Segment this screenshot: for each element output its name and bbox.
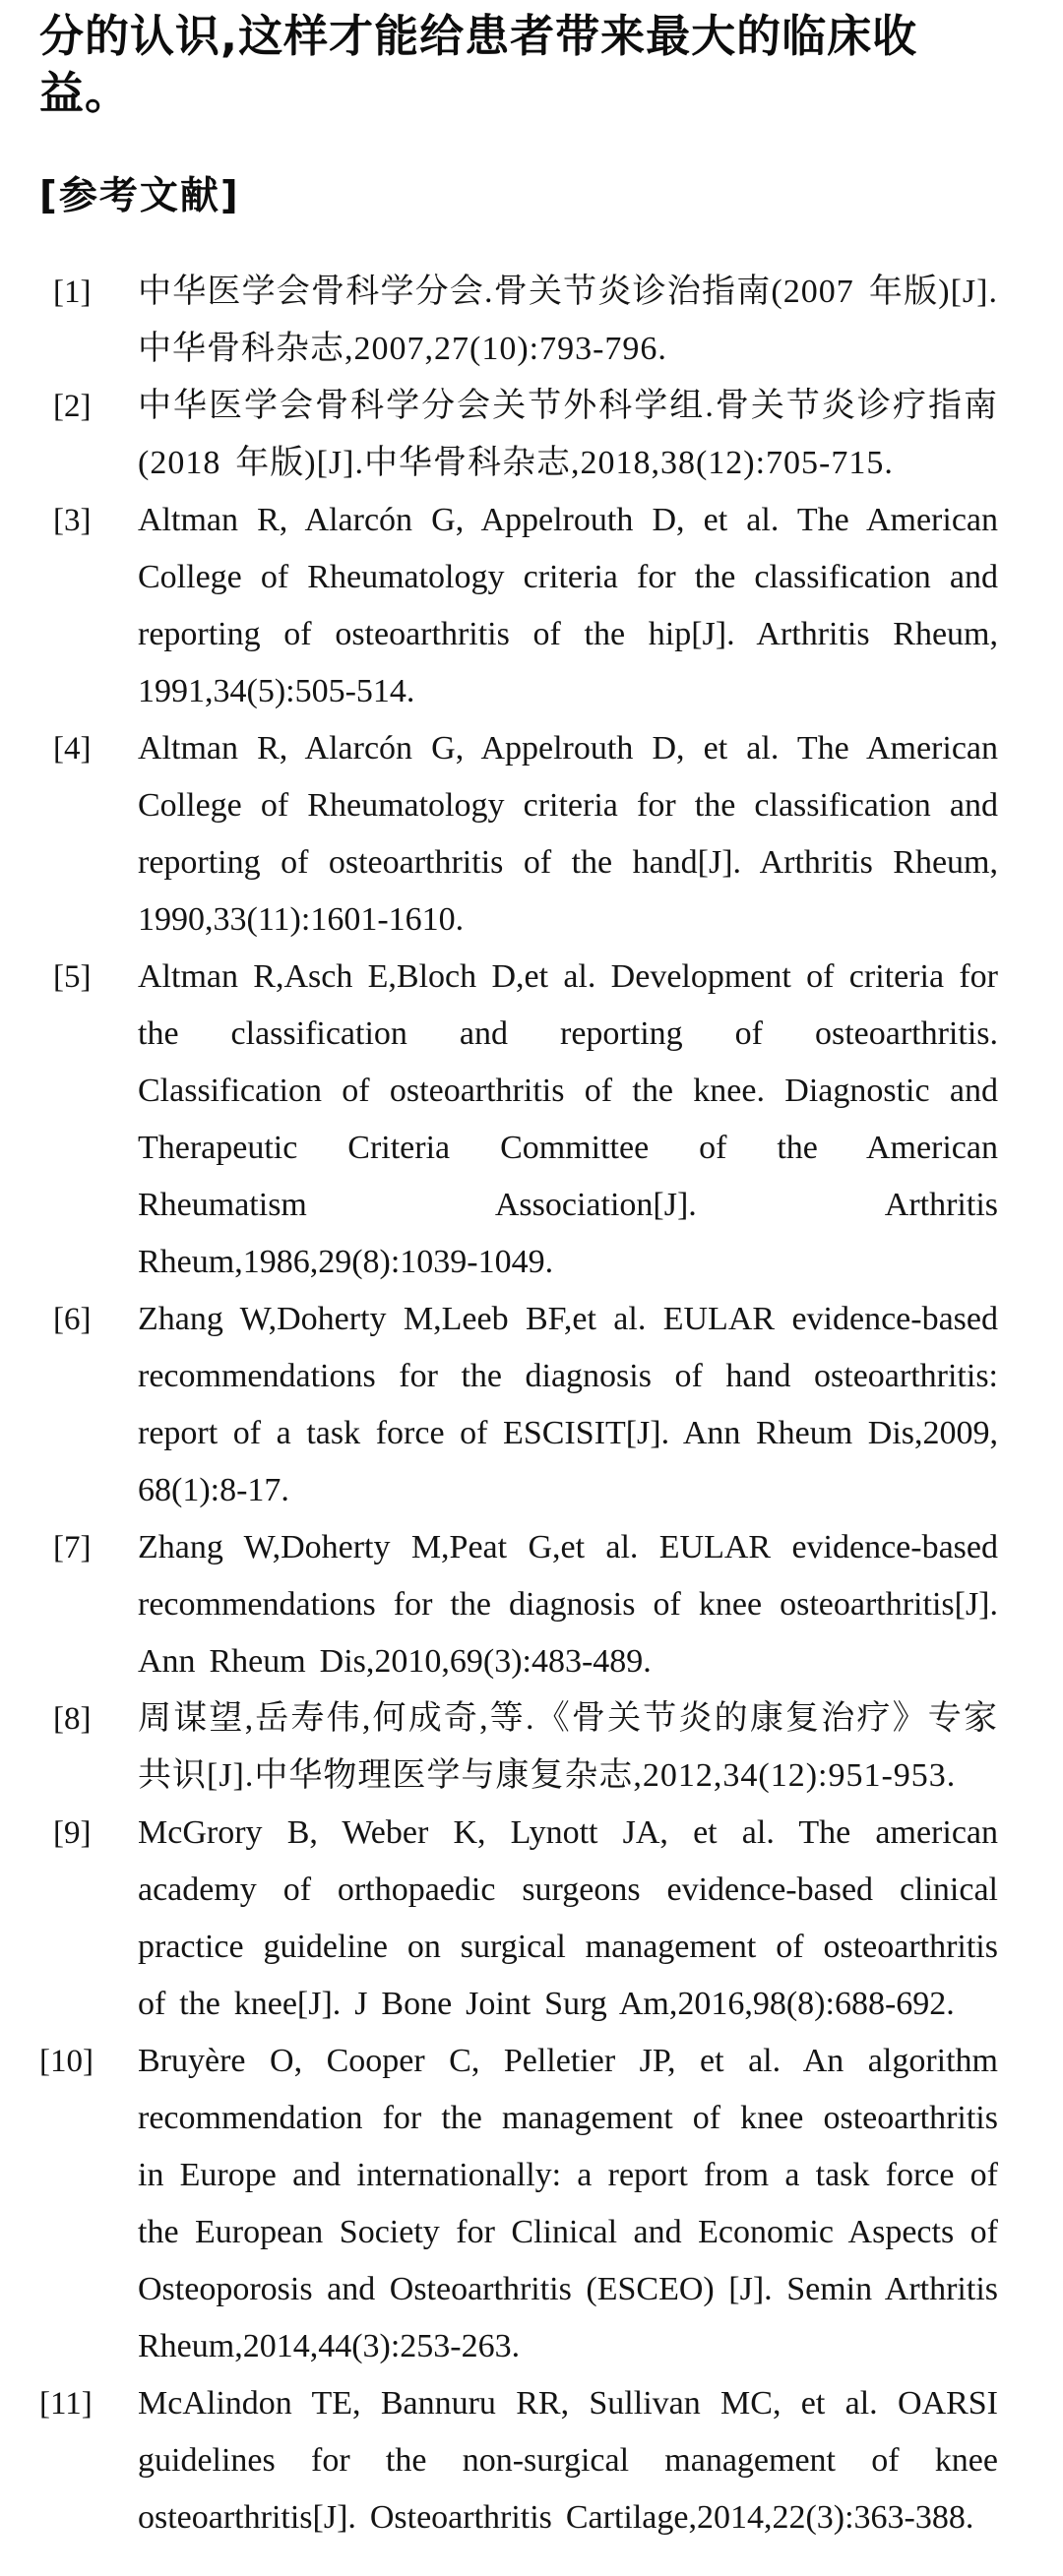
reference-number: [7] [53,1530,92,1565]
reference-number: [1] [53,275,92,310]
reference-item [39,720,998,949]
reference-number: [2] [53,389,92,424]
reference-number: [8] [53,1701,92,1737]
reference-item [39,1805,998,2033]
references-heading: [参考文献] [39,174,240,218]
reference-number: [11] [39,2386,93,2422]
reference-text: McGrory B, Weber K, Lynott JA, et al. The american academy of orthopaedic surgeons evidence-based clinical practice guideline on surgical management of osteoarthritis of the knee[J]. J Bone Joint Surg Am,2016,98(8):688-692. [138,1814,998,2022]
intro-paragraph: 分的认识,这样才能给患者带来最大的临床收益。 [39,10,918,119]
reference-text: Bruyère O, Cooper C, Pelletier JP, et al. An algorithm recommendation for the management of knee osteoarthritis in Europe and internationally: a report from a task force of the European Society for Clinical and Economic Aspects of Osteoporosis and Osteoarthritis (ESCEO) [J]. Semin Arthritis Rheum,2014,44(3):253-263. [138,2043,998,2364]
reference-text: Altman R,Asch E,Bloch D,et al. Development of criteria for the classification and reporting of osteoarthritis. Classification of osteoarthritis of the knee. Diagnostic and Therapeutic Criteria Committee of the American Rheumatism Association[J]. Arthritis Rheum,1986,29(8):1039-1049. [138,958,998,1280]
reference-item [39,1291,998,1519]
reference-number: [4] [53,731,92,767]
reference-number: [9] [53,1815,92,1851]
reference-number: [10] [39,2044,94,2079]
reference-text: 周谋望,岳寿伟,何成奇,等.《骨关节炎的康复治疗》专家共识[J].中华物理医学与康复杂志,2012,34(12):951-953. [138,1700,998,1794]
reference-text: Zhang W,Doherty M,Peat G,et al. EULAR evidence-based recommendations for the diagnosis of knee osteoarthritis[J]. Ann Rheum Dis,2010,69(3):483-489. [138,1529,998,1680]
reference-item [39,492,998,720]
reference-text: 中华医学会骨科学分会关节外科学组.骨关节炎诊疗指南(2018 年版)[J].中华骨科杂志,2018,38(12):705-715. [138,388,998,481]
reference-item [39,1519,998,1690]
reference-text: Zhang W,Doherty M,Leeb BF,et al. EULAR evidence-based recommendations for the diagnosis of hand osteoarthritis: report of a task force of ESCISIT[J]. Ann Rheum Dis,2009, 68(1):8-17. [138,1301,998,1508]
reference-item [39,264,998,378]
reference-item [39,1690,998,1805]
reference-item [39,949,998,1291]
reference-number: [5] [53,959,92,995]
reference-number: [3] [53,503,92,538]
reference-text: 中华医学会骨科学分会.骨关节炎诊治指南(2007 年版)[J].中华骨科杂志,2007,27(10):793-796. [138,274,998,367]
reference-text: Altman R, Alarcón G, Appelrouth D, et al. The American College of Rheumatology criteria for the classification and reporting of osteoarthritis of the hip[J]. Arthritis Rheum, 1991,34(5):505-514. [138,502,998,709]
reference-text: Altman R, Alarcón G, Appelrouth D, et al. The American College of Rheumatology criteria for the classification and reporting of osteoarthritis of the hand[J]. Arthritis Rheum, 1990,33(11):1601-1610. [138,730,998,938]
reference-item [39,378,998,492]
reference-number: [6] [53,1302,92,1337]
reference-list [39,264,998,2546]
reference-item [39,2033,998,2375]
reference-item [39,2375,998,2546]
reference-text: McAlindon TE, Bannuru RR, Sullivan MC, et al. OARSI guidelines for the non-surgical management of knee osteoarthritis[J]. Osteoarthritis Cartilage,2014,22(3):363-388. [138,2385,998,2536]
